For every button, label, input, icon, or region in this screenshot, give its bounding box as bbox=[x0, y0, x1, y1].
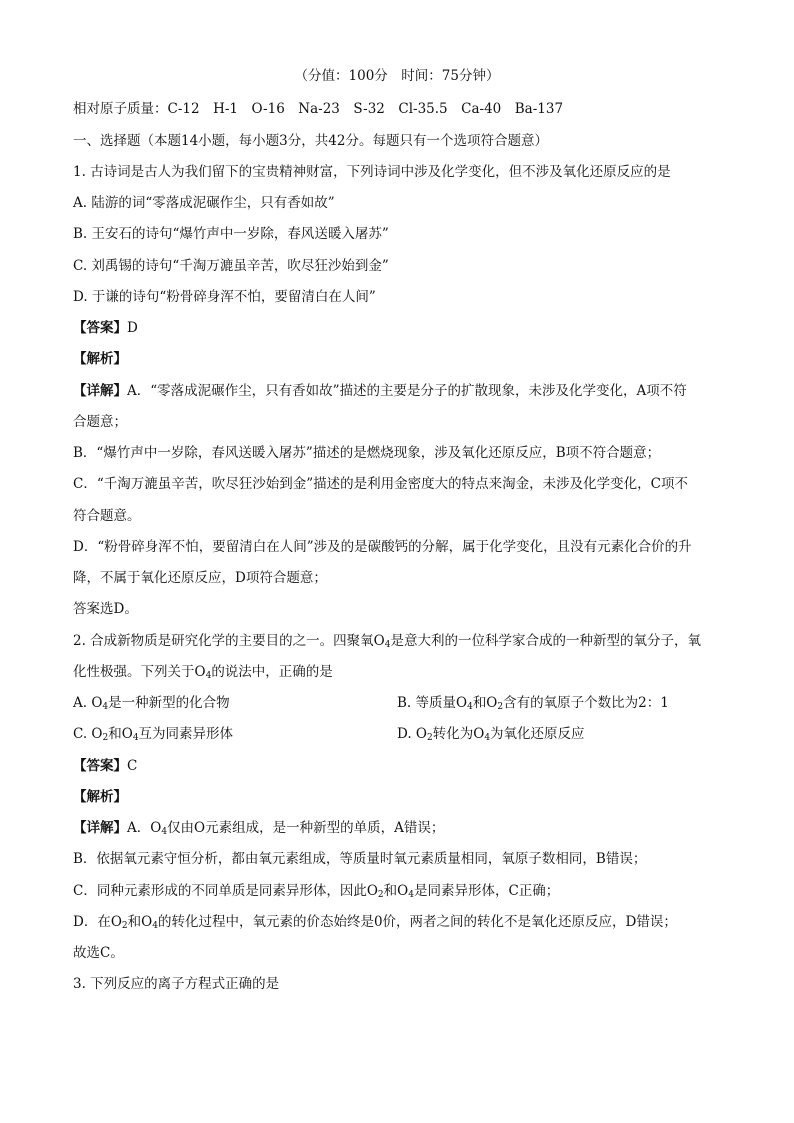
q1-stem: 1. 古诗词是古人为我们留下的宝贵精神财富，下列诗词中涉及化学变化，但不涉及氧化还原反应的是 bbox=[73, 164, 671, 180]
q2-detail-c: C．同种元素形成的不同单质是同素异形体，因此$O_2$和$O_4$是同素异形体，C正确； bbox=[73, 883, 560, 900]
answer-value: D bbox=[127, 320, 138, 336]
detail-label: 【详解】 bbox=[73, 383, 127, 399]
q2-stem-line2: 化性极强。下列关于$O_4$的说法中，正确的是 bbox=[73, 664, 333, 681]
q2-answer bbox=[73, 758, 137, 774]
q1-conclusion: 答案选D。 bbox=[73, 601, 138, 617]
q2-option-d: D. $O_2$转化为$O_4$为氧化还原反应 bbox=[397, 726, 585, 743]
q1-option-b: B. 王安石的诗句“爆竹声中一岁除，春风送暖入屠苏” bbox=[73, 226, 389, 242]
detail-label: 【详解】 bbox=[73, 820, 127, 836]
q1-detail-c: C．“千淘万漉虽辛苦，吹尽狂沙始到金”描述的是利用金密度大的特点来淘金，未涉及化学变化，C项不 bbox=[73, 476, 688, 492]
q1-detail-c-cont: 符合题意。 bbox=[73, 508, 141, 524]
q2-conclusion: 故选C。 bbox=[73, 945, 124, 961]
q3-stem: 3. 下列反应的离子方程式正确的是 bbox=[73, 976, 280, 992]
q1-answer bbox=[73, 320, 138, 336]
q2-option-c: C. $O_2$和$O_4$互为同素异形体 bbox=[73, 726, 234, 743]
q2-detail-d: D．在$O_2$和$O_4$的转化过程中，氧元素的价态始终是0价，两者之间的转化不是氧化还原反应，D错误； bbox=[73, 914, 677, 931]
q2-stem-line1: 2. 合成新物质是研究化学的主要目的之一。四聚氧$O_4$是意大利的一位科学家合成的一种新型的氧分子，氧 bbox=[73, 633, 701, 650]
atomic-mass-line: 相对原子质量：C-12 H-1 O-16 Na-23 S-32 Cl-35.5 Ca-40 Ba-137 bbox=[73, 101, 564, 117]
section-title: 一、选择题（本题14小题，每小题3分，共42分。每题只有一个选项符合题意） bbox=[73, 133, 548, 149]
q2-options-row1 bbox=[73, 695, 230, 711]
q1-detail-d-cont: 降，不属于氧化还原反应，D项符合题意； bbox=[73, 570, 327, 586]
score-time-header: （分值：100分 时间：75分钟） bbox=[294, 68, 500, 84]
q2-option-a: A. $O_4$是一种新型的化合物 bbox=[73, 695, 230, 712]
q2-analysis-label: 【解析】 bbox=[73, 789, 127, 805]
q1-option-d: D. 于谦的诗句“粉骨碎身浑不怕，要留清白在人间” bbox=[73, 289, 376, 305]
q1-detail-a bbox=[73, 383, 687, 399]
q2-detail-b: B．依据氧元素守恒分析，都由氧元素组成，等质量时氧元素质量相同，氧原子数相同，B错误； bbox=[73, 851, 647, 867]
q1-option-a: A. 陆游的词“零落成泥碾作尘，只有香如故” bbox=[73, 195, 335, 211]
answer-label: 【答案】 bbox=[73, 320, 127, 336]
detail-text: A．“零落成泥碾作尘，只有香如故”描述的主要是分子的扩散现象，未涉及化学变化，A项不符 bbox=[127, 383, 687, 399]
answer-label: 【答案】 bbox=[73, 758, 127, 774]
answer-value: C bbox=[127, 758, 138, 774]
q2-detail-a: 【详解】A．$O_4$仅由O元素组成，是一种新型的单质，A错误； bbox=[73, 820, 445, 837]
q1-detail-a-cont: 合题意； bbox=[73, 414, 127, 430]
q1-detail-b: B．“爆竹声中一岁除，春风送暖入屠苏”描述的是燃烧现象，涉及氧化还原反应，B项不符合题意； bbox=[73, 445, 661, 461]
q2-option-b: B. 等质量$O_4$和$O_2$含有的氧原子个数比为2：1 bbox=[397, 695, 669, 712]
q1-option-c: C. 刘禹锡的诗句“千淘万漉虽辛苦，吹尽狂沙始到金” bbox=[73, 258, 389, 274]
q1-detail-d: D．“粉骨碎身浑不怕，要留清白在人间”涉及的是碳酸钙的分解，属于化学变化，且没有元素化合价的升 bbox=[73, 539, 692, 555]
q1-analysis-label: 【解析】 bbox=[73, 351, 127, 367]
